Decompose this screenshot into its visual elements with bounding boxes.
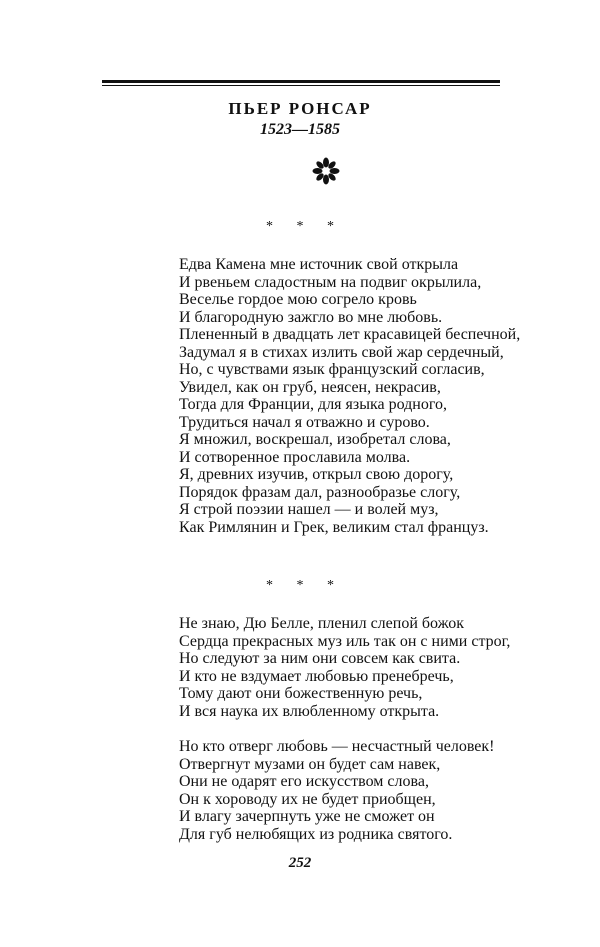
poem-line: Я множил, воскрешал, изобретал слова,	[179, 431, 451, 448]
poem-line: Как Римлянин и Грек, великим стал француз.	[179, 518, 489, 536]
poem-line: И благородную зажгло во мне любовь.	[179, 308, 443, 326]
poem-line: И рвеньем сладостным на подвиг окрылила,	[179, 273, 482, 291]
poem-line: Но, с чувствами язык французский согласив,	[179, 361, 485, 378]
poem-line: Порядок фразам дал, разнообразье слогу,	[179, 483, 461, 501]
poem-line: Я, древних изучив, открыл свою дорогу,	[179, 466, 454, 483]
poem-1-separator: * * *	[266, 219, 344, 234]
author-dates: 1523—1585	[260, 121, 340, 138]
poem-line: Но кто отверг любовь — несчастный человек!	[179, 738, 495, 755]
poem-line: Трудиться начал я отважно и сурово.	[179, 413, 430, 431]
poem-line: Плененный в двадцать лет красавицей беспечной,	[179, 326, 521, 343]
author-name: ПЬЕР РОНСАР	[228, 99, 372, 118]
poem-line: Я строй поэзии нашел — и волей муз,	[179, 501, 439, 518]
poem-2-separator: * * *	[266, 578, 344, 593]
poem-line: Тогда для Франции, для языка родного,	[179, 396, 448, 413]
header-rule	[102, 80, 500, 83]
poem-line: Не знаю, Дю Белле, пленил слепой божок	[179, 615, 465, 632]
poem-line: Отвергнут музами он будет сам навек,	[179, 755, 441, 773]
page-number: 252	[288, 855, 312, 871]
poem-line: Увидел, как он груб, неясен, некрасив,	[179, 378, 441, 396]
poem-line: Веселье гордое мою согрело кровь	[179, 291, 417, 308]
asterisk-flower-ornament-icon	[312, 157, 340, 185]
poem-line: Он к хороводу их не будет приобщен,	[179, 790, 436, 808]
poem-line: И кто не вздумает любовью пренебречь,	[179, 667, 454, 685]
poem-2-stanza-2	[179, 738, 495, 843]
poem-line: Задумал я в стихах излить свой жар сердечный,	[179, 343, 504, 361]
poem-line: И вся наука их влюбленному открыта.	[179, 702, 440, 720]
poem-line: Тому дают они божественную речь,	[179, 685, 423, 702]
poem-line: Едва Камена мне источник свой открыла	[179, 256, 459, 273]
poem-line: Они не одарят его искусством слова,	[179, 773, 429, 790]
poem-2-stanza-1	[179, 615, 510, 720]
poem-line: Но следуют за ним они совсем как свита.	[179, 650, 461, 667]
poem-line: Для губ нелюбящих из родника святого.	[179, 825, 453, 843]
poem-line: И сотворенное прославила молва.	[179, 448, 411, 466]
poem-line: И влагу зачерпнуть уже не сможет он	[179, 808, 435, 825]
poem-1-stanza-1	[179, 256, 520, 536]
poem-line: Сердца прекрасных муз иль так он с ними строг,	[179, 632, 511, 650]
